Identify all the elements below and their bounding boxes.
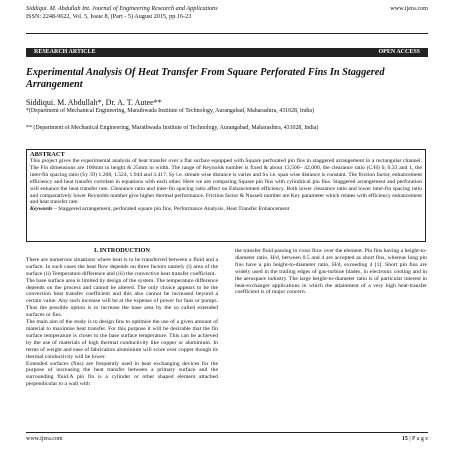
keywords-line bbox=[30, 206, 422, 213]
keywords-label: Keywords bbox=[30, 206, 53, 213]
intro-paragraph-4: Extended surfaces (fins) are frequently used in heat exchanging devices for the purpose of increasing the heat transfer between a primary surface and the surrounding fluid.A pin fin is a cylinder or other shaped element attached perpendicular to a wall with bbox=[26, 360, 218, 388]
issn-line: ISSN: 2248-9622, Vol. 5, Issue 8, (Part - 5) August 2015, pp.16-23 bbox=[26, 13, 192, 20]
journal-site-link[interactable]: www.ijera.com bbox=[390, 5, 428, 12]
page-footer bbox=[26, 432, 428, 445]
intro-paragraph-2: The base surface area is limited by design of the system. The temperature difference depends on the process and cannot be altered. The only choice appears to be the convection heat transfer coefficient and this also cannot be increased beyond a certain value. Any such increase will be at the expense of power for fans or pumps. Thus the possible option is to increase the base area by the so called extended surfaces or fins. bbox=[26, 277, 218, 319]
intro-paragraph-3: The main aim of the study is to design fins to optimise the use of a given amount of material to maximise heat transfer. For this purpose it will be desirable that the fin surface temperature is closer to the base surface temperature. This can be achieved by the use of materials of high thermal conductivity like copper or aluminium. In terms of weight and ease of fabrication aluminium will score over copper though its thermal conductivity will be lower. bbox=[26, 319, 218, 360]
section-heading-introduction: I. INTRODUCTION bbox=[94, 247, 150, 254]
abstract-text: This project gives the experimental analysis of heat transfer over a flat surface equipped with Square perforated pin fins in staggered arrangement in a rectangular channel. The Fin dimensions are 100mm in height & 25mm in width. The range of Reynolds number is fixed & about 13,500– 42,000, the clearance ratio (C/H) 0, 0.33 and 1, the inter-fin spacing ratio (Sy /D) 1.208, 1.524, 1.944 and 3.417. Sy i.e. stream wise distance is varies and Sx i.e. span wise distance is constant. The friction factor, enhancement efficiency and heat transfer correlate in equations with each other. Here we are comparing Square pin fins with cylindrical pin fins. Staggered arrangement and perforation will enhance the heat transfer rate. Clearance ratio and inter-fin spacing ratio affect on Enhancement efficiency. Both lower clearance ratio and lower inter-fin spacing ratio and comparatively lower Reynolds number give higher thermal performance. Friction factor & Nusselt number are Key parameter which relates with efficiency enhancement and heat transfer rate. bbox=[30, 158, 422, 206]
paper-title: Experimental Analysis Of Heat Transfer From Square Perforated Fins In Staggered Arrangement bbox=[26, 67, 385, 90]
footer-site-link[interactable]: www.ijera.com bbox=[26, 436, 63, 442]
page-number: 15 | P a g e bbox=[401, 436, 428, 442]
article-type-label: RESEARCH ARTICLE bbox=[34, 49, 96, 55]
article-type-bar bbox=[26, 48, 428, 57]
right-column bbox=[235, 248, 427, 296]
keywords-text: – Staggered arrangement, perforated square pin fins, Performance Analysis, Heat Transfer Enhancement bbox=[52, 206, 290, 213]
running-header bbox=[26, 5, 428, 34]
open-access-label: OPEN ACCESS bbox=[378, 49, 420, 55]
author-list: Siddiqui. M. Abdullah*, Dr. A. T. Autee** bbox=[26, 98, 162, 107]
abstract-heading: ABSTRACT bbox=[30, 151, 65, 158]
abstract-box bbox=[26, 149, 426, 242]
journal-citation: Siddiqui. M. Abdullah Int. Journal of Engineering Research and Applications bbox=[26, 5, 218, 12]
affiliation-1: *(Department of Mechanical Engineering, Marathwada Institute of Technology, Aurangabad, Maharashtra, 431028, India) bbox=[26, 108, 314, 114]
intro-paragraph-5: the transfer fluid passing in cross flow over the element. Pin fins having a height-to-diameter ratio, H/d, between 0.5 and 4 are accepted as short fins, whereas long pin fins have a pin height-to-diameter ratio, H/d, exceeding 4 [1]. Short pin fins are widely used in the trailing edges of gas-turbine blades, in electronic cooling and in the aerospace industry. The large height-to-diameter ratio is of particular interest in heat-exchanger applications in which the attainment of a very high heat-transfer coefficient is of major concern. bbox=[235, 248, 427, 296]
intro-paragraph-1: There are numerous situations where heat is to be transferred between a fluid and a surface. In such cases the heat flow depends on three factors namely (i) area of the surface (ii) Temperature difference and (iii) the convective heat transfer coefficient. bbox=[26, 256, 218, 277]
affiliation-2: ** (Department of Mechanical Engineering, Marathwada Institute of Technology, Aurangabad, Maharashtra, 431028, India) bbox=[26, 125, 319, 131]
left-column bbox=[26, 248, 218, 388]
